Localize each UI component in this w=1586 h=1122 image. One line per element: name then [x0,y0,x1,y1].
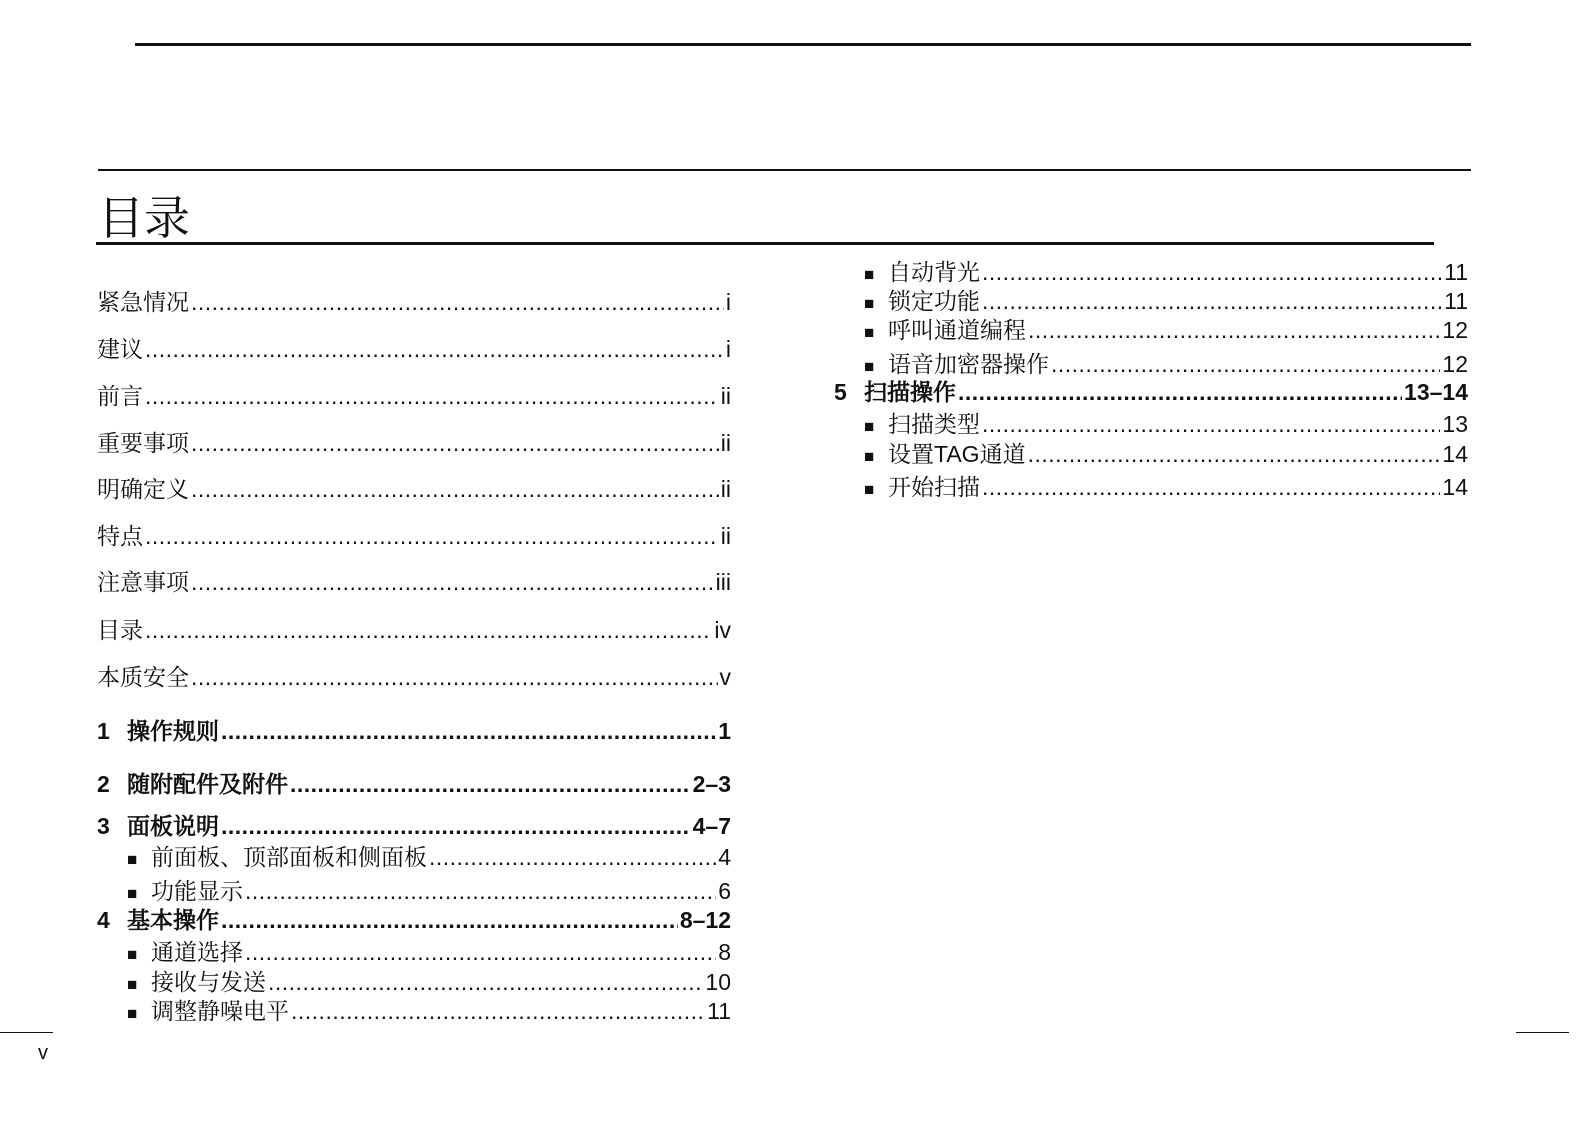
toc-leader-dots [145,381,719,411]
toc-chapter-number: 4 [97,907,110,933]
toc-entry [97,615,731,645]
toc-leader-dots [1028,315,1440,345]
toc-entry-label: 开始扫描 [888,474,980,500]
toc-chapter-number: 2 [97,771,110,797]
toc-sub-entry [127,996,731,1029]
toc-entry [97,381,731,411]
toc-page-number: ii [720,523,731,549]
toc-chapter-number: 1 [97,718,110,744]
square-bullet-icon: ■ [864,265,875,284]
toc-entry [97,334,731,364]
toc-page-number: ii [720,476,731,502]
toc-sub-entry [864,439,1468,472]
toc-entry-label: 设置TAG通道 [888,441,1026,467]
toc-entry [97,287,731,317]
toc-entry-label: 本质安全 [97,664,189,690]
toc-entry [97,428,731,458]
toc-leader-dots [982,409,1440,439]
right-footer-rule [1516,1032,1569,1033]
toc-page-number: 11 [707,998,731,1024]
toc-entry-label: 接收与发送 [151,969,266,995]
toc-page-number: 8–12 [679,907,731,933]
toc-entry-label: 明确定义 [97,476,189,502]
square-bullet-icon: ■ [864,294,875,313]
square-bullet-icon: ■ [864,323,875,342]
toc-entry-label: 紧急情况 [97,289,189,315]
toc-entry-label: 语音加密器操作 [888,351,1049,377]
toc-leader-dots [982,286,1442,316]
toc-entry-label: 功能显示 [151,878,243,904]
toc-chapter-entry [97,905,731,935]
toc-page-number: 11 [1444,259,1468,285]
toc-entry-label: 基本操作 [127,907,219,933]
toc-page-number: 4–7 [692,813,731,839]
toc-page-number: 13 [1442,411,1468,437]
toc-chapter-number: 5 [834,379,847,405]
toc-leader-dots [191,287,724,317]
toc-page-number: 12 [1442,351,1468,377]
toc-leader-dots [145,521,719,551]
toc-page-number: 11 [1444,288,1468,314]
toc-leader-dots [290,769,691,799]
toc-entry [97,474,731,504]
toc-entry-label: 前言 [97,383,143,409]
page-title: 目录 [98,192,190,244]
toc-leader-dots [429,842,716,872]
toc-leader-dots [268,967,703,997]
toc-entry-label: 操作规则 [127,718,219,744]
toc-chapter-entry [97,811,731,841]
toc-page-number: 2–3 [692,771,731,797]
toc-entry-label: 注意事项 [97,569,189,595]
toc-page-number: 4 [718,844,731,870]
square-bullet-icon: ■ [127,884,138,903]
toc-entry-label: 通道选择 [151,939,243,965]
toc-entry-label: 特点 [97,523,143,549]
toc-entry [97,662,731,692]
toc-sub-entry [864,409,1468,442]
toc-entry-label: 目录 [97,617,143,643]
toc-page-number: 13–14 [1404,379,1468,405]
toc-page-number: iv [714,617,731,643]
left-footer-rule [0,1032,53,1033]
toc-sub-entry [127,937,731,970]
toc-leader-dots [221,811,691,841]
toc-entry-label: 随附配件及附件 [127,771,288,797]
toc-page-number: 12 [1442,317,1468,343]
toc-page-number: 14 [1442,441,1468,467]
toc-entry-label: 重要事项 [97,430,189,456]
toc-entry-label: 自动背光 [888,259,980,285]
square-bullet-icon: ■ [864,357,875,376]
toc-leader-dots [1051,349,1440,379]
title-underline [96,242,1434,245]
toc-chapter-entry [97,769,731,799]
toc-leader-dots [245,876,716,906]
square-bullet-icon: ■ [127,945,138,964]
square-bullet-icon: ■ [127,850,138,869]
toc-entry-label: 面板说明 [127,813,219,839]
toc-entry-label: 前面板、顶部面板和侧面板 [151,844,427,870]
toc-sub-entry [864,472,1468,505]
toc-entry-label: 呼叫通道编程 [888,317,1026,343]
toc-page-number: i [725,336,731,362]
toc-leader-dots [191,474,719,504]
square-bullet-icon: ■ [864,447,875,466]
square-bullet-icon: ■ [864,417,875,436]
square-bullet-icon: ■ [127,1004,138,1023]
toc-leader-dots [145,334,724,364]
toc-chapter-entry [97,716,731,746]
toc-leader-dots [291,996,705,1026]
top-rule [135,43,1471,46]
toc-entry-label: 调整静噪电平 [151,998,289,1024]
page-number: v [38,1042,48,1064]
square-bullet-icon: ■ [864,480,875,499]
toc-leader-dots [145,615,712,645]
toc-page-number: 8 [718,939,731,965]
toc-leader-dots [221,905,678,935]
toc-page-number: v [719,664,731,690]
toc-page-number: 1 [718,718,731,744]
toc-page-number: ii [720,430,731,456]
toc-page-number: 10 [705,969,731,995]
toc-leader-dots [982,472,1440,502]
toc-page-number: 6 [718,878,731,904]
toc-leader-dots [958,377,1402,407]
toc-entry [97,521,731,551]
toc-leader-dots [191,662,718,692]
toc-entry-label: 锁定功能 [888,288,980,314]
toc-entry [97,567,731,597]
toc-leader-dots [221,716,716,746]
square-bullet-icon: ■ [127,975,138,994]
toc-leader-dots [245,937,716,967]
toc-sub-entry [127,842,731,875]
toc-page-number: 14 [1442,474,1468,500]
toc-leader-dots [191,567,714,597]
header-rule [98,169,1471,171]
toc-page-number: i [725,289,731,315]
toc-leader-dots [982,257,1442,287]
toc-entry-label: 扫描操作 [864,379,956,405]
toc-entry-label: 建议 [97,336,143,362]
toc-chapter-entry [834,377,1468,407]
toc-leader-dots [191,428,719,458]
toc-chapter-number: 3 [97,813,110,839]
toc-entry-label: 扫描类型 [888,411,980,437]
toc-page-number: iii [715,569,731,595]
toc-leader-dots [1028,439,1441,469]
toc-page-number: ii [720,383,731,409]
toc-sub-entry [864,315,1468,348]
